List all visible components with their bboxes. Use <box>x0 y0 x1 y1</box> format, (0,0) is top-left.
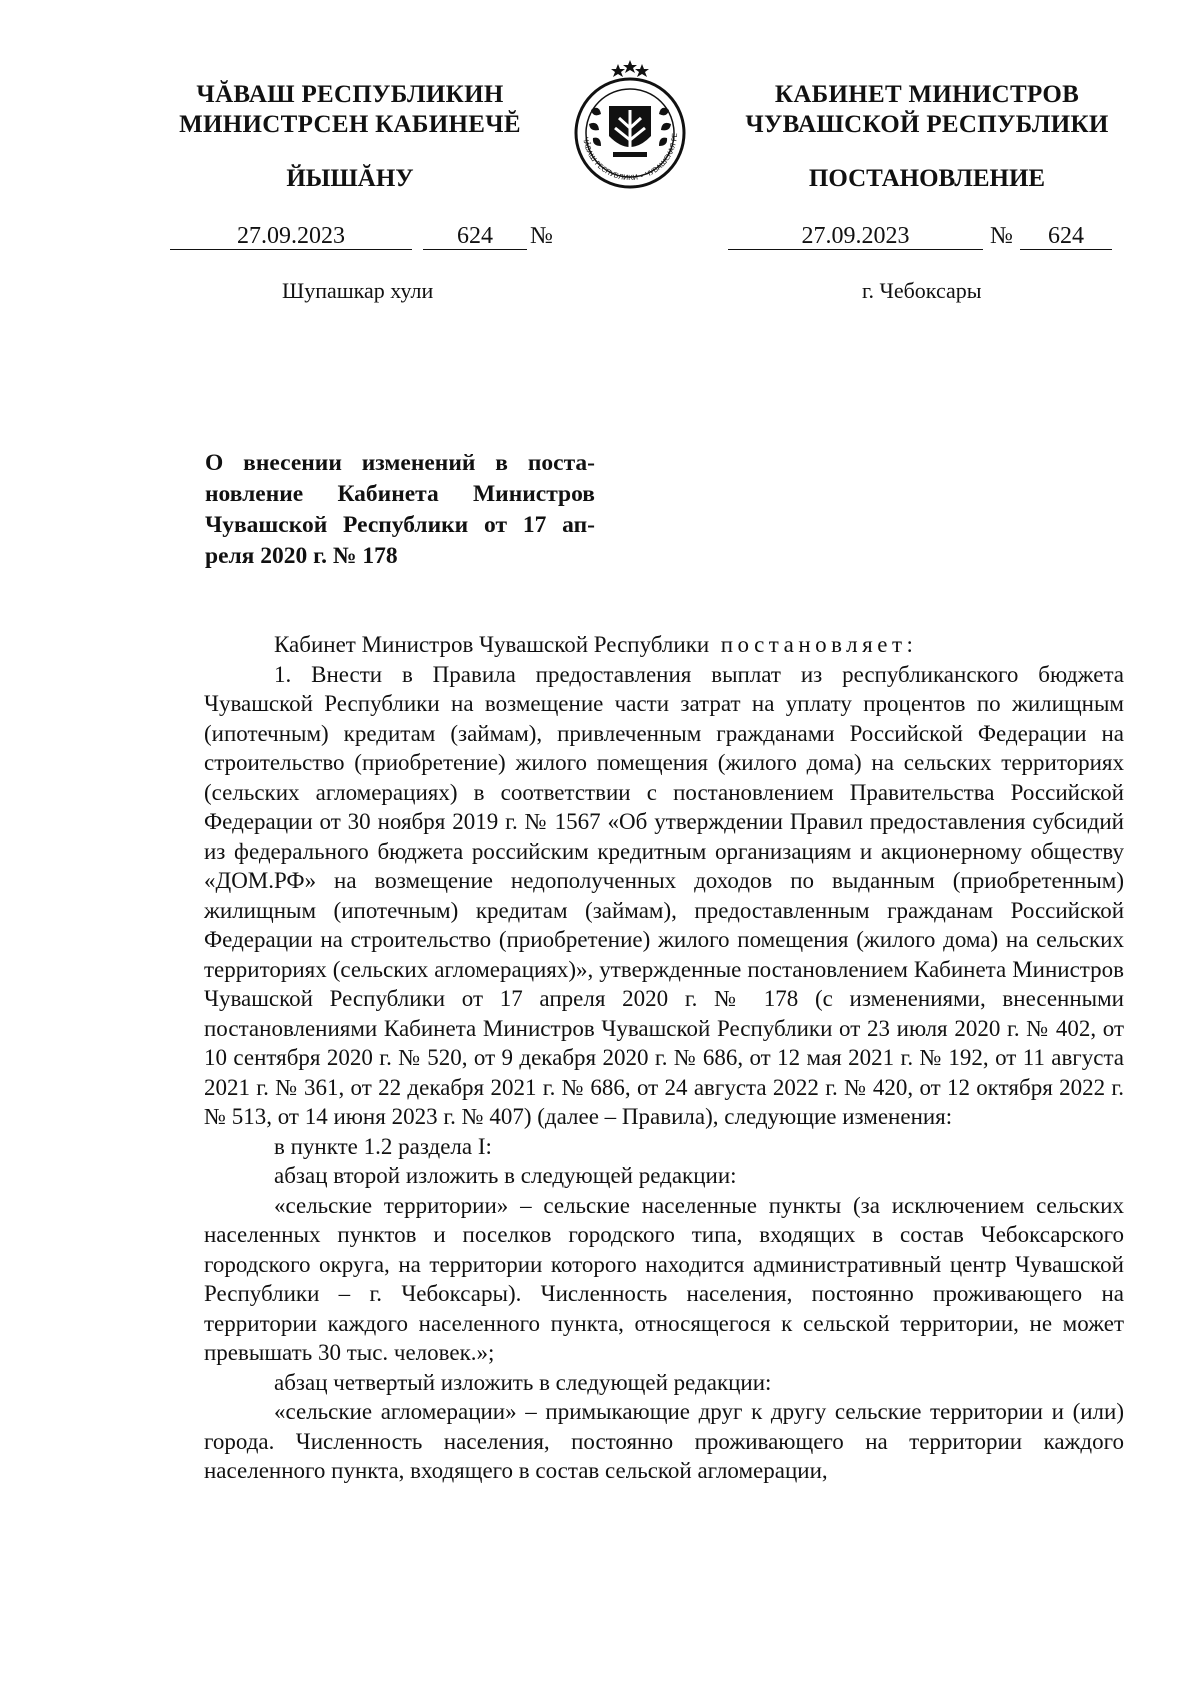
paragraph-4: «сельские территории» – сельские населенные пункты (за исключением сельских населенных пунктов и поселков городского типа, входящих в состав Чебоксарского городского округа, на территории которого находится административный центр Чувашской Республики – г. Чебоксары). Численность населения, постоянно проживающего на территории каждого населенного пункта, относящегося к сельской территории, не может превышать 30 тыс. человек.»; <box>204 1192 1124 1365</box>
paragraph-3: абзац второй изложить в следующей редакции: <box>274 1163 737 1188</box>
left-number-field: 624 <box>423 222 527 250</box>
paragraph-5: абзац четвертый изложить в следующей редакции: <box>274 1369 772 1395</box>
paragraph-2: в пункте 1.2 раздела I: <box>274 1133 492 1159</box>
title-line-3: Чувашской Республики от 17 ап- <box>205 512 595 538</box>
header-left-line1: ЧĂВАШ РЕСПУБЛИКИН <box>196 81 504 108</box>
intro-paragraph <box>204 630 1124 660</box>
place-right: г. Чебоксары <box>862 278 982 303</box>
right-number-field: 624 <box>1020 222 1112 250</box>
intro-decree-word: постановляет: <box>720 632 918 657</box>
place-left: Шупашкар хули <box>282 278 434 303</box>
chuvash-republic-emblem-icon <box>563 58 697 192</box>
paragraph-1: 1. Внести в Правила предоставления выплат из республиканского бюджета Чувашской Республики на возмещение части затрат на уплату процентов по жилищным (ипотечным) кредитам (займам), привлеченным гражданами Российской Федерации на строительство (приобретение) жилого помещения (жилого дома) на сельских территориях (сельских агломерациях) в соответствии с постановлением Правительства Российской Федерации от 30 ноября 2019 г. № 1567 «Об утверждении Правил предоставления субсидий из федерального бюджета российским кредитным организациям и акционерному обществу «ДОМ.РФ» на возмещение недополученных доходов по выданным (приобретенным) жилищным (ипотечным) кредитам (займам), предоставленным гражданам Российской Федерации на строительство (приобретение) жилого помещения (жилого дома) на сельских территориях (сельских агломерациях)», утвержденные постановлением Кабинета Министров Чувашской Республики от 17 апреля 2020 г. № 178 (с изменениями, внесенными постановлениями Кабинета Министров Чувашской Республики от 23 июля 2020 г. № 402, от 10 сентября 2020 г. № 520, от 9 декабря 2020 г. № 686, от 12 мая 2021 г. № 192, от 11 августа 2021 г. № 361, от 22 декабря 2021 г. № 686, от 24 августа 2022 г. № 420, от 12 октября 2022 г. № 513, от 14 июня 2023 г. № 407) (далее – Правила), следующие изменения: <box>204 661 1124 1129</box>
header-left-line2: МИНИСТРСЕН КАБИНЕЧĔ <box>179 111 521 138</box>
document-body <box>204 630 1124 1486</box>
registration-right <box>0 222 1200 252</box>
header-left-org <box>150 80 550 140</box>
header-left-doc-type: ЙЫШĂНУ <box>286 165 414 192</box>
document-title <box>205 448 595 572</box>
right-number-sign: № <box>990 223 1013 249</box>
header-right-org <box>722 80 1132 140</box>
title-line-1: О внесении изменений в поста- <box>205 450 595 476</box>
header-right-line2: ЧУВАШСКОЙ РЕСПУБЛИКИ <box>745 111 1109 138</box>
left-date-field: 27.09.2023 <box>170 222 412 250</box>
intro-prefix: Кабинет Министров Чувашской Республики <box>274 632 710 657</box>
header-right-line1: КАБИНЕТ МИНИСТРОВ <box>774 81 1080 108</box>
header-right-doc-type: ПОСТАНОВЛЕНИЕ <box>808 165 1046 192</box>
left-number-sign: № <box>530 223 553 249</box>
paragraph-6: «сельские агломерации» – примыкающие друг к другу сельские территории и (или) города. Численность населения, постоянно проживающего на территории каждого населенного пункта, входящего в состав сельской агломерации, <box>204 1399 1124 1483</box>
title-line-2: новление Кабинета Министров <box>205 481 595 507</box>
title-line-4: реля 2020 г. № 178 <box>205 543 398 569</box>
svg-text:ЧĂВАШ РЕСПУБЛИКИ • ЧУВАШСКАЯ Р: ЧĂВАШ РЕСПУБЛИКИ • ЧУВАШСКАЯ РЕ <box>581 132 680 183</box>
right-date-field: 27.09.2023 <box>728 222 983 250</box>
